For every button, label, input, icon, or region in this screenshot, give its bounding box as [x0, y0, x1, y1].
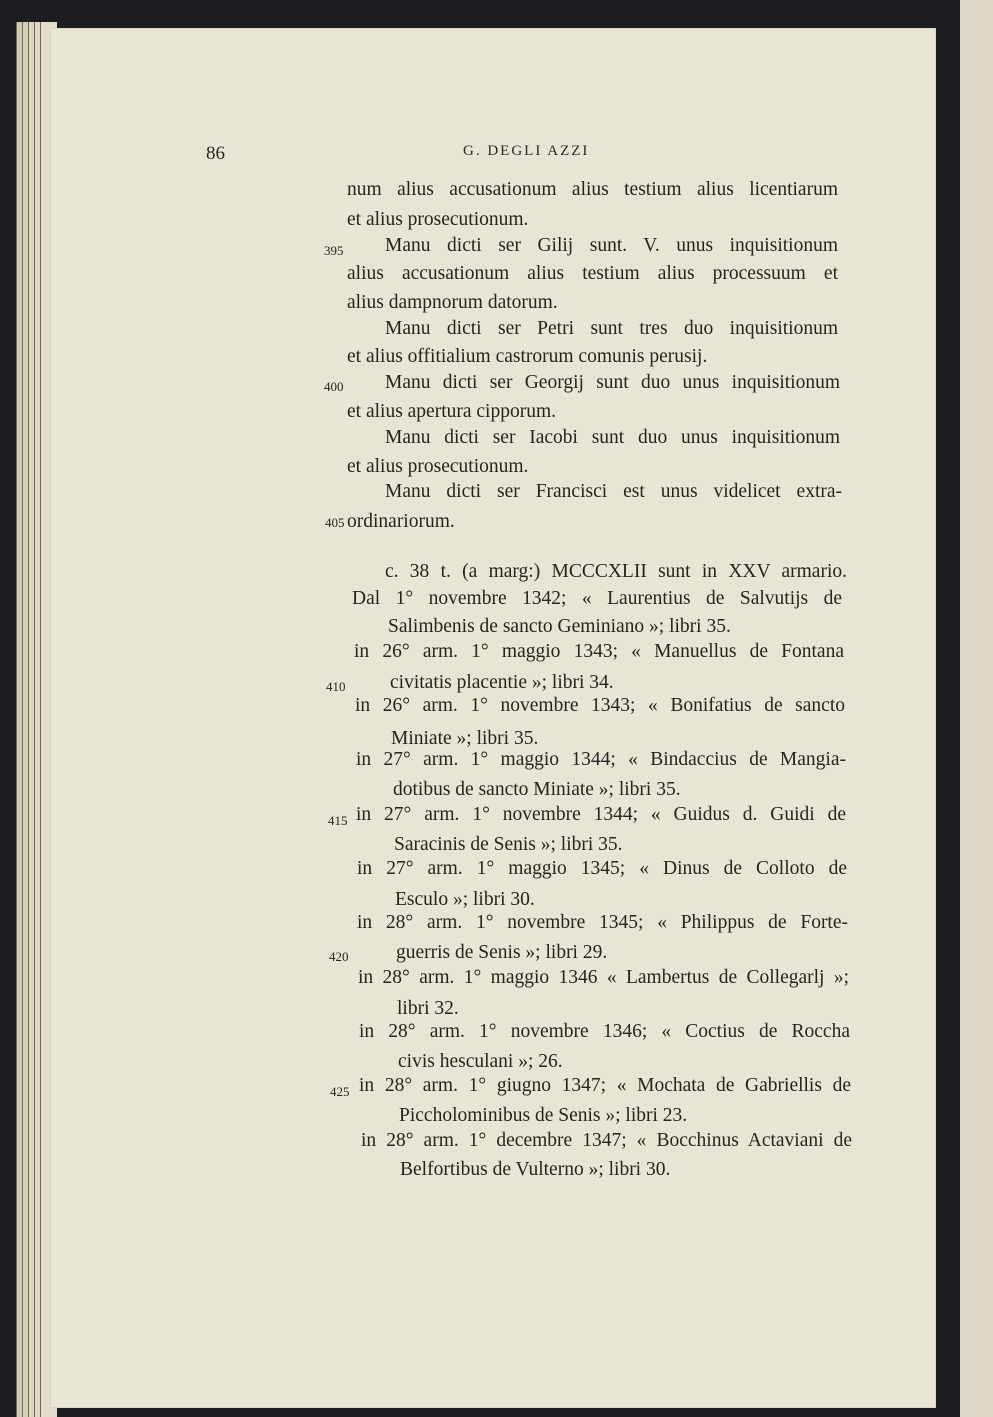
margin-line-number: 410	[326, 679, 346, 694]
page-header	[0, 143, 993, 167]
running-head: G. DEGLI AZZI	[463, 143, 590, 159]
text-line: Dal 1° novembre 1342; « Laurentius de Salvutijs de	[352, 588, 842, 609]
text-line: Salimbenis de sancto Geminiano »; libri 35.	[388, 616, 731, 637]
text-line: Piccholominibus de Senis »; libri 23.	[399, 1105, 688, 1126]
scan-top-border	[0, 0, 993, 18]
text-line: et alius offitialium castrorum comunis perusij.	[347, 346, 708, 367]
text-line: alius dampnorum datorum.	[347, 292, 558, 313]
text-line: Saracinis de Senis »; libri 35.	[394, 834, 623, 855]
text-line: Manu dicti ser Georgij sunt duo unus inquisitionum	[385, 372, 840, 393]
margin-line-number: 415	[328, 813, 348, 828]
text-line: in 28° arm. 1° decembre 1347; « Bocchinus Actaviani de	[361, 1130, 852, 1151]
text-line: civitatis placentie »; libri 34.	[390, 672, 614, 693]
margin-line-number: 395	[324, 243, 344, 258]
text-line: in 26° arm. 1° novembre 1343; « Bonifatius de sancto	[355, 695, 845, 716]
text-line: in 28° arm. 1° novembre 1345; « Philippus de Forte-	[357, 912, 848, 933]
text-line: dotibus de sancto Miniate »; libri 35.	[393, 779, 681, 800]
text-line: in 26° arm. 1° maggio 1343; « Manuellus de Fontana	[354, 641, 844, 662]
margin-line-number: 400	[324, 379, 344, 394]
text-line: Manu dicti ser Gilij sunt. V. unus inquisitionum	[385, 235, 838, 256]
text-line: civis hesculani »; 26.	[398, 1051, 563, 1072]
text-line: et alius prosecutionum.	[347, 456, 529, 477]
text-line: in 28° arm. 1° novembre 1346; « Coctius de Roccha	[359, 1021, 850, 1042]
text-line: libri 32.	[397, 998, 459, 1019]
text-line: num alius accusationum alius testium alius licentiarum	[347, 179, 838, 200]
text-line: Miniate »; libri 35.	[391, 728, 539, 749]
text-line: Belfortibus de Vulterno »; libri 30.	[400, 1159, 671, 1180]
margin-line-number: 420	[329, 949, 349, 964]
text-line: in 28° arm. 1° giugno 1347; « Mochata de Gabriellis de	[359, 1075, 851, 1096]
text-line: Manu dicti ser Francisci est unus videlicet extra-	[385, 481, 842, 502]
text-line: Manu dicti ser Petri sunt tres duo inquisitionum	[385, 318, 838, 339]
text-line: in 27° arm. 1° maggio 1345; « Dinus de Colloto de	[357, 858, 847, 879]
text-line: ordinariorum.	[347, 511, 455, 532]
text-line: guerris de Senis »; libri 29.	[396, 942, 608, 963]
margin-line-number: 425	[330, 1084, 350, 1099]
text-line: et alius apertura cipporum.	[347, 401, 557, 422]
facing-page-edge	[960, 0, 993, 1417]
margin-line-number: 405	[325, 515, 345, 530]
text-line: in 28° arm. 1° maggio 1346 « Lambertus de Collegarlj »;	[358, 967, 849, 988]
text-line: alius accusationum alius testium alius processuum et	[347, 263, 838, 284]
text-line: et alius prosecutionum.	[347, 209, 529, 230]
text-line: c. 38 t. (a marg:) MCCCXLII sunt in XXV armario.	[385, 561, 847, 582]
page-number: 86	[206, 143, 225, 164]
text-line: Esculo »; libri 30.	[395, 889, 535, 910]
text-line: in 27° arm. 1° novembre 1344; « Guidus d. Guidi de	[356, 804, 846, 825]
text-line: Manu dicti ser Iacobi sunt duo unus inquisitionum	[385, 427, 840, 448]
text-line: in 27° arm. 1° maggio 1344; « Bindaccius de Mangia-	[356, 749, 846, 770]
